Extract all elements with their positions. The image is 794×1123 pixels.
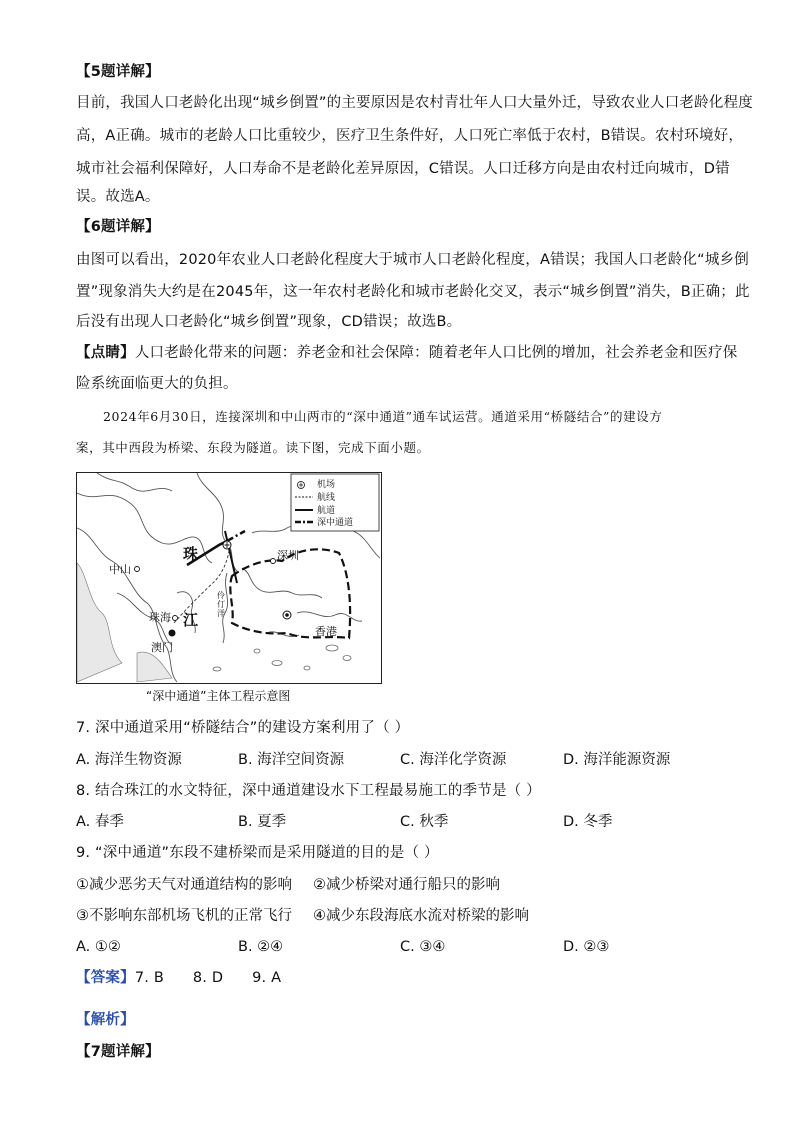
legend-route: 航线: [317, 493, 336, 503]
analysis-header: 【解析】: [76, 1012, 135, 1028]
q9-option-a: A. ①②: [76, 939, 121, 955]
q7-option-c: C. 海洋化学资源: [400, 752, 507, 768]
legend-airport: 机场: [317, 480, 336, 490]
q7-detail-header: 【7题详解】: [76, 1044, 160, 1060]
q7-option-d: D. 海洋能源资源: [563, 752, 671, 768]
legend-channel: 航道: [317, 506, 336, 516]
q5-line-3: 城市社会福利保障好，人口寿命不是老龄化差异原因，C错误。人口迁移方向是由农村迁向城市，D错: [76, 161, 730, 177]
q6-line-2: 置”现象消失大约是在2045年，这一年农村老龄化和城市老龄化交叉，表示“城乡倒置”消失，B正确；此: [76, 284, 750, 300]
label-shenzhen: 深圳: [277, 549, 299, 562]
q6-line-3: 后没有出现人口老龄化“城乡倒置”现象，CD错误；故选B。: [76, 314, 462, 330]
q9-item-1: ①减少恶劣天气对通道结构的影响: [76, 877, 292, 893]
q9-stem: 9. “深中通道”东段不建桥梁而是采用隧道的目的是（ ）: [76, 845, 439, 861]
q8-option-a: A. 春季: [76, 814, 124, 830]
legend-passage: 深中通道: [317, 518, 354, 528]
label-zhu: 珠: [183, 545, 199, 563]
tip-line-2: 险系统面临更大的负担。: [76, 376, 238, 392]
q9-item-2: ②减少桥梁对通行船只的影响: [313, 877, 500, 893]
tip-label: 【点睛】: [76, 345, 135, 361]
q9-option-d: D. ②③: [563, 939, 610, 955]
label-lingdingyang: 伶仃洋: [217, 591, 225, 618]
q7-option-b: B. 海洋空间资源: [238, 752, 345, 768]
map-caption: “深中通道”主体工程示意图: [146, 689, 291, 703]
answer-text: 7. B 8. D 9. A: [134, 970, 282, 986]
q9-item-3: ③不影响东部机场飞机的正常飞行: [76, 908, 292, 924]
zhuhai-marker: [173, 616, 178, 621]
zhongshan-marker: [135, 567, 140, 572]
label-jiang: 江: [183, 611, 199, 629]
q5-header: 【5题详解】: [76, 64, 160, 80]
q7-stem: 7. 深中通道采用“桥隧结合”的建设方案利用了（ ）: [76, 720, 410, 736]
q5-line-1: 目前，我国人口老龄化出现“城乡倒置”的主要原因是农村青壮年人口大量外迁，导致农业人口老龄化程度: [76, 95, 753, 111]
q5-line-4: 误。故选A。: [76, 189, 160, 205]
shenzhen-marker: [271, 559, 276, 564]
q5-line-2: 高，A正确。城市的老龄人口比重较少，医疗卫生条件好，人口死亡率低于农村，B错误。农村环境好，: [76, 128, 744, 144]
shenzhong-map: [76, 472, 382, 684]
airport-icon: [223, 541, 231, 549]
label-zhongshan: 中山: [109, 563, 131, 576]
q8-option-d: D. 冬季: [563, 814, 613, 830]
zhuhai-airport-marker: [169, 630, 176, 637]
passage-line-1: 2024年6月30日，连接深圳和中山两市的“深中通道”通车试运营。通道采用“桥隧结合”的建设方: [103, 409, 663, 424]
answer-label: 【答案】: [76, 970, 135, 986]
label-zhuhai: 珠海: [149, 611, 171, 624]
q8-option-b: B. 夏季: [238, 814, 287, 830]
answer-line: [76, 968, 281, 988]
q9-option-c: C. ③④: [400, 939, 446, 955]
q7-option-a: A. 海洋生物资源: [76, 752, 182, 768]
q8-option-c: C. 秋季: [400, 814, 449, 830]
q6-line-1: 由图可以看出，2020年农业人口老龄化程度大于城市人口老龄化程度，A错误；我国人口老龄化“城乡倒: [76, 252, 749, 268]
tip-line-1: [76, 343, 738, 363]
q9-option-b: B. ②④: [238, 939, 284, 955]
q6-header: 【6题详解】: [76, 219, 160, 235]
passage-line-2: 案，其中西段为桥梁、东段为隧道。读下图，完成下面小题。: [76, 440, 430, 455]
label-aomen: 澳门: [151, 641, 173, 654]
q9-item-4: ④减少东段海底水流对桥梁的影响: [313, 908, 529, 924]
label-xianggang: 香港: [315, 625, 337, 638]
tip-text-1: 人口老龄化带来的问题：养老金和社会保障：随着老年人口比例的增加，社会养老金和医疗保: [134, 345, 738, 361]
q8-stem: 8. 结合珠江的水文特征，深中通道建设水下工程最易施工的季节是（ ）: [76, 783, 541, 799]
